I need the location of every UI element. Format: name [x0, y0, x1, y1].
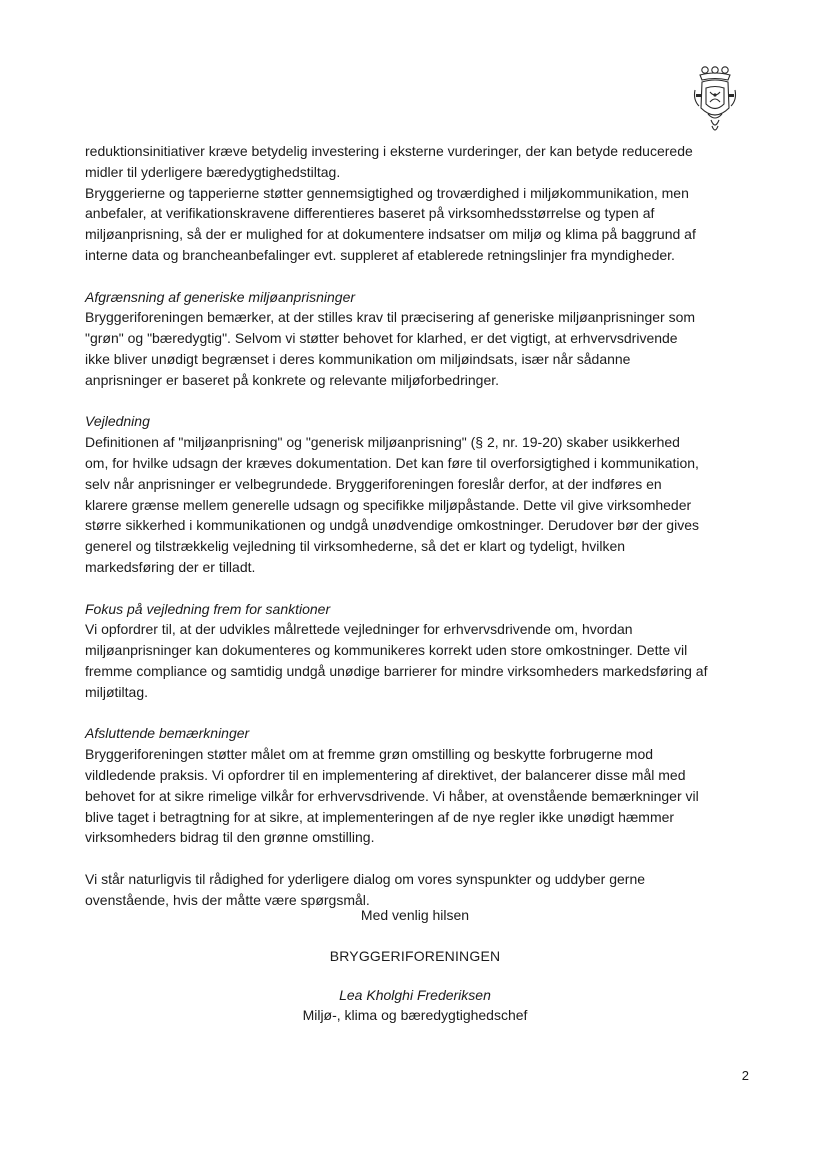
- text-line: interne data og brancheanbefalinger evt. suppleret af etablerede retningslinjer fra myndigheder.: [85, 246, 675, 263]
- letter-body: [85, 141, 745, 910]
- text-line: miljøanprisning, så der er mulighed for at dokumentere indsatser om miljø og klima på baggrund af: [85, 226, 696, 243]
- text-line: miljøtiltag.: [85, 683, 149, 700]
- section-focus-guidance: [85, 599, 745, 703]
- text-line: selv når anprisninger er velbegrundede. Bryggeriforeningen foreslår derfor, at der indføres en: [85, 475, 662, 492]
- section-generic-claims: [85, 287, 745, 391]
- text-line: Vi står naturligvis til rådighed for yderligere dialog om vores synspunkter og uddyber gerne: [85, 870, 646, 887]
- section-concluding-remarks: [85, 723, 745, 848]
- text-line: om, for hvilke udsagn der kræves dokumentation. Det kan føre til overforsigtighed i kommunikation,: [85, 454, 699, 471]
- page-number: 2: [741, 1068, 749, 1083]
- text-line: Vi opfordrer til, at der udvikles målrettede vejledninger for erhvervsdrivende om, hvordan: [85, 621, 633, 638]
- text-line: vildledende praksis. Vi opfordrer til en implementering af direktivet, der balancerer disse mål med: [85, 766, 686, 783]
- section-guidance: [85, 411, 745, 577]
- text-line: miljøanprisninger kan dokumenteres og kommunikeres korrekt uden store omkostninger. Dette vil: [85, 642, 688, 659]
- text-line: Definitionen af "miljøanprisning" og "generisk miljøanprisning" (§ 2, nr. 19-20) skaber usikkerhed: [85, 434, 680, 451]
- text-line: fremme compliance og samtidig undgå unødige barrierer for mindre virksomheders markedsføring af: [85, 662, 708, 679]
- signer-name: Lea Kholghi Frederiksen: [339, 987, 491, 1003]
- text-line: større sikkerhed i kommunikationen og undgå unødvendige omkostninger. Derudover bør der gives: [85, 517, 699, 534]
- section-heading: Afgrænsning af generiske miljøanprisninger: [85, 288, 356, 305]
- text-line: anbefaler, at verifikationskravene differentieres baseret på virksomhedsstørrelse og typen af: [85, 205, 655, 222]
- text-line: blive taget i betragtning for at sikre, at implementeringen af de nye regler ikke unødigt hæmmer: [85, 808, 675, 825]
- text-line: generel og tilstrækkelig vejledning til virksomhederne, så det er klart og tydeligt, hvilken: [85, 538, 626, 555]
- text-line: midler til yderligere bæredygtighedstiltag.: [85, 163, 341, 180]
- text-line: reduktionsinitiativer kræve betydelig investering i eksterne vurderinger, der kan betyde reducerede: [85, 143, 693, 159]
- text-line: Bryggerierne og tapperierne støtter gennemsigtighed og troværdighed i miljøkommunikation, men: [85, 184, 689, 201]
- text-line: "grøn" og "bæredygtig". Selvom vi støtter behovet for klarhed, er det vigtigt, at erhvervsdrivende: [85, 330, 678, 347]
- text-line: Bryggeriforeningen støtter målet om at fremme grøn omstilling og beskytte forbrugerne mod: [85, 746, 654, 763]
- continuation-paragraph: [85, 141, 745, 266]
- section-heading: Afsluttende bemærkninger: [85, 725, 250, 742]
- text-line: virksomheders bidrag til den grønne omstilling.: [85, 829, 375, 846]
- signer-title: Miljø-, klima og bæredygtighedschef: [302, 1007, 528, 1023]
- greeting: Med venlig hilsen: [360, 907, 470, 923]
- text-line: markedsføring der er tilladt.: [85, 558, 256, 575]
- organization-name: BRYGGERIFORENINGEN: [329, 948, 501, 964]
- section-heading: Fokus på vejledning frem for sanktioner: [85, 600, 331, 617]
- text-line: anprisninger er baseret på konkrete og relevante miljøforbedringer.: [85, 371, 500, 388]
- text-line: klarere grænse mellem generelle udsagn og specifikke miljøpåstande. Dette vil give virksomheder: [85, 496, 692, 513]
- text-line: Bryggeriforeningen bemærker, at der stilles krav til præcisering af generiske miljøanprisninger som: [85, 309, 696, 326]
- text-line: ovenstående, hvis der måtte være spørgsmål.: [85, 891, 370, 908]
- section-heading: Vejledning: [85, 413, 150, 430]
- crest-icon: [692, 64, 738, 136]
- text-line: behovet for at sikre rimelige vilkår for erhvervsdrivende. Vi håber, at ovenstående bemærkninger vil: [85, 787, 699, 804]
- text-line: ikke bliver unødigt begrænset i deres kommunikation om miljøindsats, især når sådanne: [85, 350, 631, 367]
